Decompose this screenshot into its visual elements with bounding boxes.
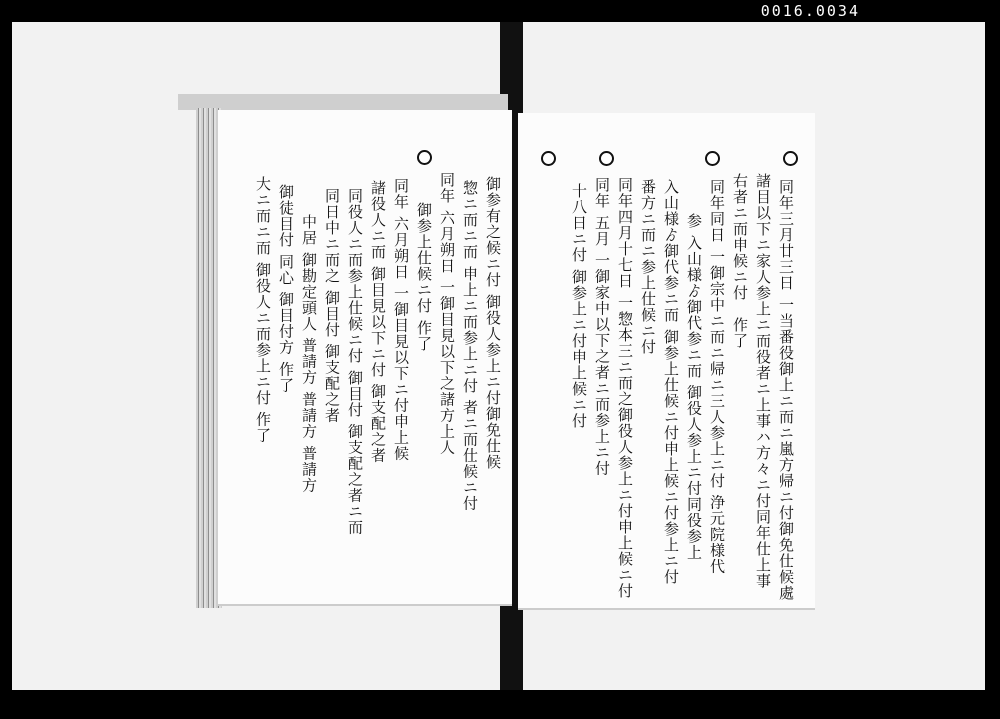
binding-hole <box>541 151 556 166</box>
text-column: 同年三月廿三日 一当番役御上ニ而ニ嵐方帰ニ付御免仕候處 <box>777 179 795 601</box>
frame-id-label: 0016.0034 <box>760 2 860 20</box>
text-column: 同年 六月朔日 一御目見以下ニ付申上候 <box>392 178 410 462</box>
text-column: 御徒目付 同心 御目付方 作了 <box>277 184 295 394</box>
text-column: 同年 五月 一御家中以下之者ニ而参上ニ付 <box>593 177 611 477</box>
binding-hole <box>783 151 798 166</box>
text-column: 同役人ニ而参上仕候ニ付 御目付 御支配之者ニ而 <box>346 188 364 536</box>
book-shadow <box>178 94 508 110</box>
text-column: 中居 御勘定頭人 普請方 普請方 普請方 <box>300 214 318 494</box>
text-column: 入山様ゟ御代参ニ而 御参上仕候ニ付申上候ニ付参上ニ付 <box>662 179 680 585</box>
text-column: 十八日ニ付 御参上ニ付申上候ニ付 <box>570 183 588 429</box>
right-page <box>518 113 815 608</box>
text-column: 御参上仕候ニ付 作了 <box>415 202 433 352</box>
binding-hole <box>417 150 432 165</box>
text-column: 右者ニ而申候ニ付 作了 <box>731 173 749 349</box>
binding-hole <box>599 151 614 166</box>
text-column: 同年同日 一御宗中ニ而ニ帰ニ三人参上ニ付 浄元院様代 <box>708 179 726 575</box>
text-column: 惣ニ而ニ而 申上ニ而参上ニ付 者ニ而仕候ニ付 <box>461 180 479 512</box>
text-column: 参 入山様ゟ御代参ニ而 御役人参上ニ付同役参上 <box>685 213 703 561</box>
text-column: 諸目以下ニ家人参上ニ而役者ニ上事ハ方々ニ付同年仕上事 <box>754 173 772 589</box>
text-column: 同年四月十七日 一惣本三ニ而之御役人参上ニ付申上候ニ付 <box>616 177 634 599</box>
left-page <box>218 110 512 604</box>
text-column: 番方ニ而ニ参上仕候ニ付 <box>639 179 657 355</box>
text-column: 大ニ而ニ而 御役人ニ而参上ニ付 作了 <box>254 176 272 444</box>
binding-hole <box>705 151 720 166</box>
text-column: 御参有之候ニ付 御役人参上ニ付御免仕候 <box>484 176 502 470</box>
text-column: 同年 六月朔日 一御目見以下之諸方上人 <box>438 172 456 456</box>
text-column: 同日中ニ而之 御目付 御支配之者 <box>323 188 341 424</box>
text-column: 諸役人ニ而 御目見以下ニ付 御支配之者 <box>369 180 387 464</box>
